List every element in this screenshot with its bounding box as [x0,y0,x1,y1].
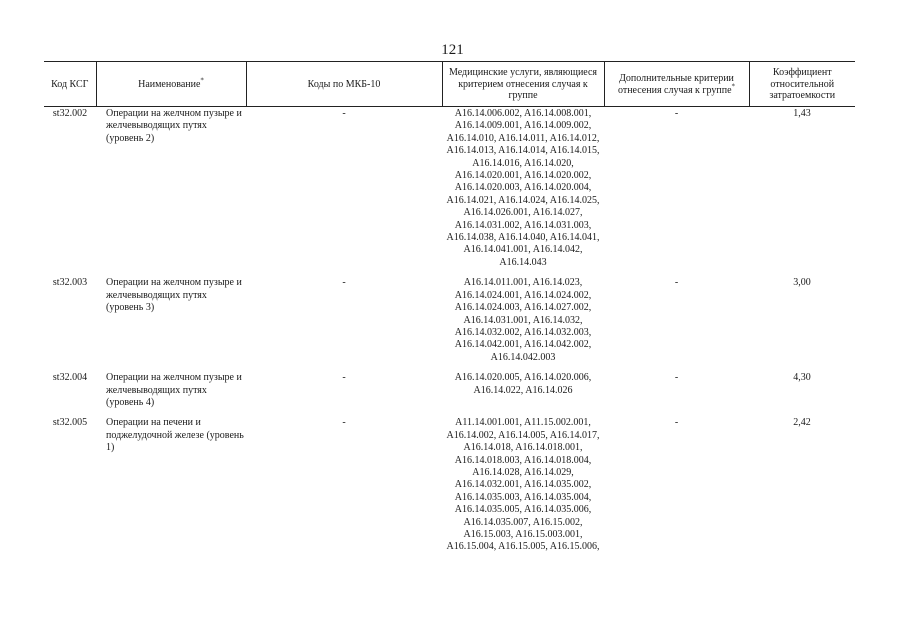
header-code: Код КСГ [44,62,96,107]
ksg-table [44,61,855,554]
row-mkb: - [342,372,346,384]
row-services: A11.14.001.001, A11.15.002.001, A16.14.002, A16.14.005, A16.14.017, A16.14.018, A16.14.018.001, A16.14.018.003, A16.14.018.004, A16.14.028, A16.14.029, A16.14.032.001, A16.14.035.002, A16.14.035.003, A16.14.035.004, A16.14.035.005, A16.14.035.006, A16.14.035.007, A16.15.002, A16.15.003, A16.15.003.001, A16.15.004, A16.15.005, A16.15.006, [446,417,600,553]
row-services: A16.14.020.005, A16.14.020.006, A16.14.022, A16.14.026 [454,372,592,396]
row-code: st32.003 [52,277,88,289]
row-name: Операции на желчном пузыре и желчевыводящих путях (уровень 4) [106,372,242,408]
header-services: Медицинские услуги, являющиеся критерием отнесения случая к группе [442,62,604,107]
header-mkb: Коды по МКБ-10 [246,62,442,107]
table-row [44,276,855,364]
row-code: st32.002 [52,108,88,119]
table-row [44,107,855,270]
header-name-mark: * [200,76,204,85]
row-coef: 1,43 [793,108,811,119]
row-extra: - [674,108,679,119]
row-mkb: - [342,108,346,119]
header-name-text: Наименование [138,78,201,90]
table-header [44,62,855,107]
row-extra: - [674,417,679,429]
row-extra: - [674,277,679,289]
header-extra-text: Дополнительные критерии отнесения случая к группе [617,73,734,96]
row-coef: 3,00 [793,277,811,289]
row-extra: - [674,372,679,384]
table-row [44,416,855,553]
page-number: 121 [441,42,464,58]
header-extra [604,62,749,107]
row-name: Операции на печени и поджелудочной железе (уровень 1) [106,417,244,454]
row-mkb: - [342,277,346,289]
row-services: A16.14.011.001, A16.14.023, A16.14.024.001, A16.14.024.002, A16.14.024.003, A16.14.027.002, A16.14.031.001, A16.14.032, A16.14.032.002, A16.14.032.003, A16.14.042.001, A16.14.042.002, A16.14.042.003 [454,277,592,363]
table-row [44,371,855,409]
header-name [96,62,246,107]
header-coef: Коэффициент относительной затратоемкости [749,62,855,107]
row-name: Операции на желчном пузыре и желчевыводящих путях (уровень 2) [106,108,242,144]
row-code: st32.004 [52,372,88,384]
row-coef: 4,30 [793,372,811,384]
row-coef: 2,42 [793,417,811,429]
row-name: Операции на желчном пузыре и желчевыводящих путях (уровень 3) [106,277,242,314]
row-mkb: - [342,417,346,429]
row-services: A16.14.006.002, A16.14.008.001, A16.14.009.001, A16.14.009.002, A16.14.010, A16.14.011, A16.14.012, A16.14.013, A16.14.014, A16.14.015, A16.14.016, A16.14.020, A16.14.020.001, A16.14.020.002, A16.14.020.003, A16.14.020.004, A16.14.021, A16.14.024, A16.14.025, A16.14.026.001, A16.14.027, A16.14.031.002, A16.14.031.003, A16.14.038, A16.14.040, A16.14.041, A16.14.041.001, A16.14.042, A16.14.043 [446,108,600,268]
row-code: st32.005 [52,417,88,429]
header-extra-mark: * [731,82,736,91]
